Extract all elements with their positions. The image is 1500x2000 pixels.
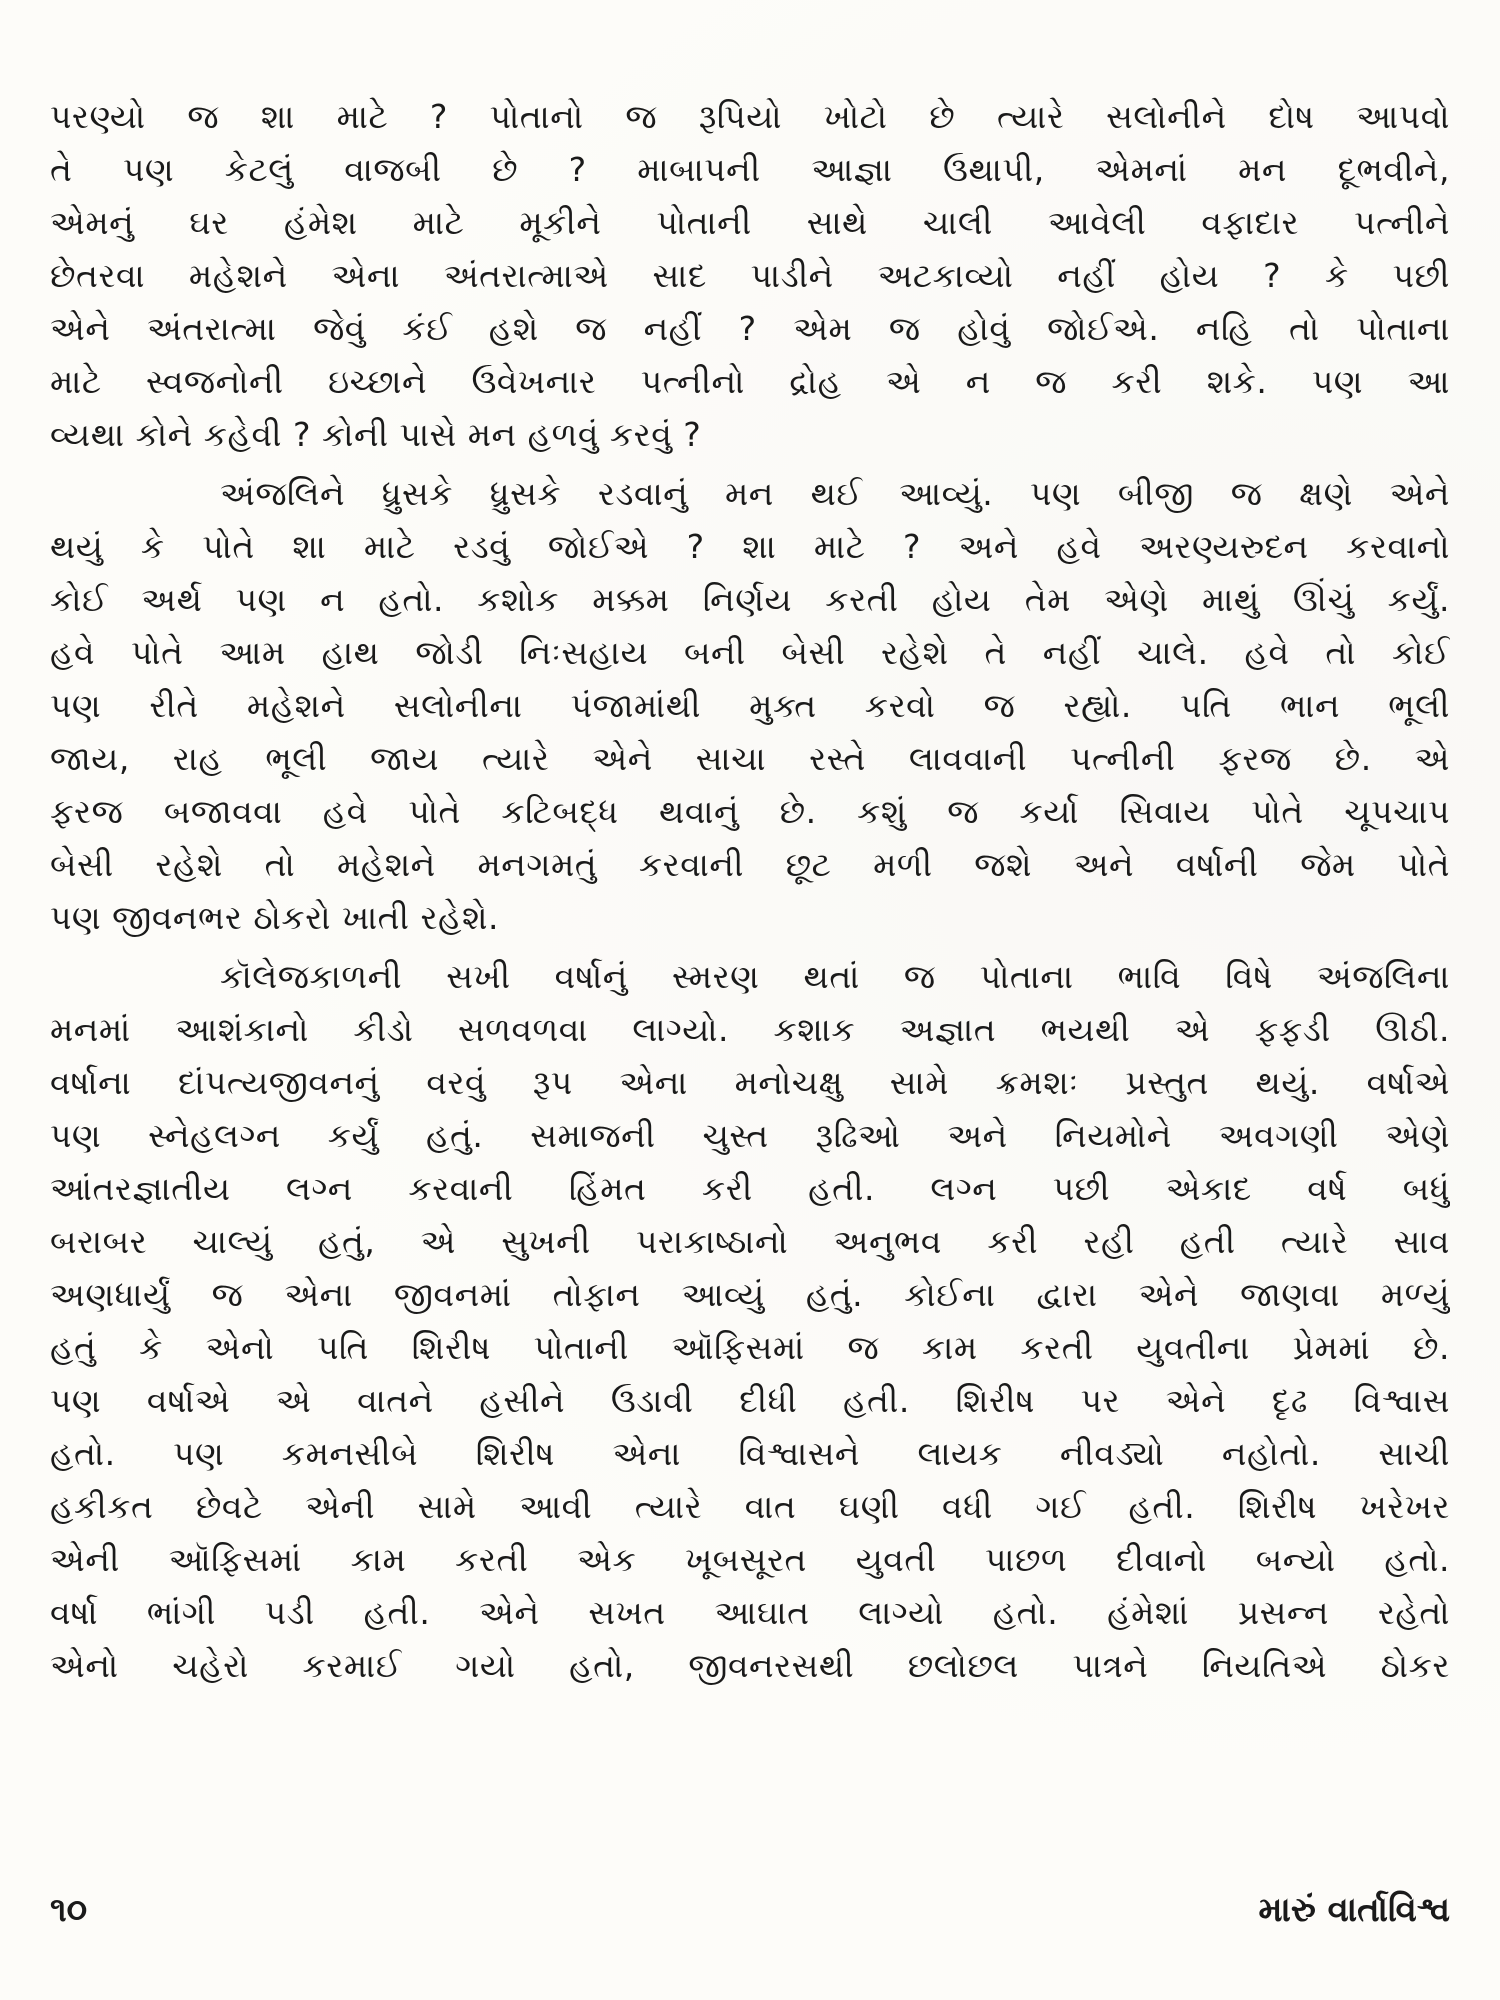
text-line: કૉલેજકાળની સખી વર્ષાનું સ્મરણ થતાં જ પોતાના ભાવિ વિષે અંજલિના — [220, 957, 1450, 996]
body-text — [50, 90, 1450, 1698]
text-line: વર્ષા ભાંગી પડી હતી. એને સખત આઘાત લાગ્યો હતો. હંમેશાં પ્રસન્ન રહેતો — [50, 1593, 1450, 1632]
text-line: પણ વર્ષાએ એ વાતને હસીને ઉડાવી દીધી હતી. શિરીષ પર એને દૃઢ વિશ્વાસ — [50, 1381, 1450, 1420]
text-line: પરણ્યો જ શા માટે ? પોતાનો જ રૂપિયો ખોટો છે ત્યારે સલોનીને દોષ આપવો — [50, 97, 1450, 136]
text-line: વ્યથા કોને કહેવી ? કોની પાસે મન હળવું કરવું ? — [50, 415, 702, 454]
text-line: પણ જીવનભર ઠોકરો ખાતી રહેશે. — [50, 898, 499, 937]
text-line: માટે સ્વજનોની ઇચ્છાને ઉવેખનાર પત્નીનો દ્રોહ એ ન જ કરી શકે. પણ આ — [50, 362, 1450, 401]
text-line: હકીકત છેવટે એની સામે આવી ત્યારે વાત ઘણી વધી ગઈ હતી. શિરીષ ખરેખર — [50, 1487, 1450, 1526]
text-line: હતું કે એનો પતિ શિરીષ પોતાની ઑફિસમાં જ કામ કરતી યુવતીના પ્રેમમાં છે. — [50, 1328, 1450, 1367]
text-line: જાય, રાહ ભૂલી જાય ત્યારે એને સાચા રસ્તે લાવવાની પત્નીની ફરજ છે. એ — [50, 739, 1450, 778]
paragraph — [50, 467, 1450, 944]
text-line: અંજલિને ધ્રુસકે ધ્રુસકે રડવાનું મન થઈ આવ્યું. પણ બીજી જ ક્ષણે એને — [220, 474, 1450, 513]
text-line: છેતરવા મહેશને એના અંતરાત્માએ સાદ પાડીને અટકાવ્યો નહીં હોય ? કે પછી — [50, 256, 1450, 295]
text-line: બેસી રહેશે તો મહેશને મનગમતું કરવાની છૂટ મળી જશે અને વર્ષાની જેમ પોતે — [50, 845, 1450, 884]
text-line: આંતરજ્ઞાતીય લગ્ન કરવાની હિંમત કરી હતી. લગ્ન પછી એકાદ વર્ષ બધું — [50, 1169, 1450, 1208]
text-line: બરાબર ચાલ્યું હતું, એ સુખની પરાકાષ્ઠાનો અનુભવ કરી રહી હતી ત્યારે સાવ — [50, 1222, 1450, 1261]
text-line: એની ઑફિસમાં કામ કરતી એક ખૂબસૂરત યુવતી પાછળ દીવાનો બન્યો હતો. — [50, 1540, 1450, 1579]
paragraph — [50, 950, 1450, 1692]
text-line: વર્ષાના દાંપત્યજીવનનું વરવું રૂપ એના મનોચક્ષુ સામે ક્રમશઃ પ્રસ્તુત થયું. વર્ષાએ — [50, 1063, 1450, 1102]
page-number: ૧૦ — [50, 1890, 88, 1930]
text-line: એનો ચહેરો કરમાઈ ગયો હતો, જીવનરસથી છલોછલ પાત્રને નિયતિએ ઠોકર — [50, 1646, 1450, 1685]
text-line: કોઈ અર્થ પણ ન હતો. કશોક મક્કમ નિર્ણય કરતી હોય તેમ એણે માથું ઊંચું કર્યું. — [50, 580, 1450, 619]
text-line: થયું કે પોતે શા માટે રડવું જોઈએ ? શા માટે ? અને હવે અરણ્યરુદન કરવાનો — [50, 527, 1450, 566]
paragraph — [50, 90, 1450, 461]
text-line: પણ સ્નેહલગ્ન કર્યું હતું. સમાજની ચુસ્ત રૂઢિઓ અને નિયમોને અવગણી એણે — [50, 1116, 1450, 1155]
text-line: પણ રીતે મહેશને સલોનીના પંજામાંથી મુક્ત કરવો જ રહ્યો. પતિ ભાન ભૂલી — [50, 686, 1450, 725]
book-title: મારું વાર્તાવિશ્વ — [1258, 1890, 1450, 1930]
page-footer — [50, 1880, 1450, 1940]
text-line: હવે પોતે આમ હાથ જોડી નિઃસહાય બની બેસી રહેશે તે નહીં ચાલે. હવે તો કોઈ — [50, 633, 1450, 672]
text-line: ફરજ બજાવવા હવે પોતે કટિબદ્ધ થવાનું છે. કશું જ કર્યા સિવાય પોતે ચૂપચાપ — [50, 792, 1450, 831]
text-line: એને અંતરાત્મા જેવું કંઈ હશે જ નહીં ? એમ જ હોવું જોઈએ. નહિ તો પોતાના — [50, 309, 1450, 348]
text-line: એમનું ઘર હંમેશ માટે મૂકીને પોતાની સાથે ચાલી આવેલી વફાદાર પત્નીને — [50, 203, 1450, 242]
text-line: હતો. પણ કમનસીબે શિરીષ એના વિશ્વાસને લાયક નીવડ્યો નહોતો. સાચી — [50, 1434, 1450, 1473]
text-line: તે પણ કેટલું વાજબી છે ? માબાપની આજ્ઞા ઉથાપી, એમનાં મન દૂભવીને, — [50, 150, 1450, 189]
text-line: મનમાં આશંકાનો કીડો સળવળવા લાગ્યો. કશાક અજ્ઞાત ભયથી એ ફફડી ઊઠી. — [50, 1010, 1450, 1049]
text-line: અણધાર્યું જ એના જીવનમાં તોફાન આવ્યું હતું. કોઈના દ્વારા એને જાણવા મળ્યું — [50, 1275, 1450, 1314]
